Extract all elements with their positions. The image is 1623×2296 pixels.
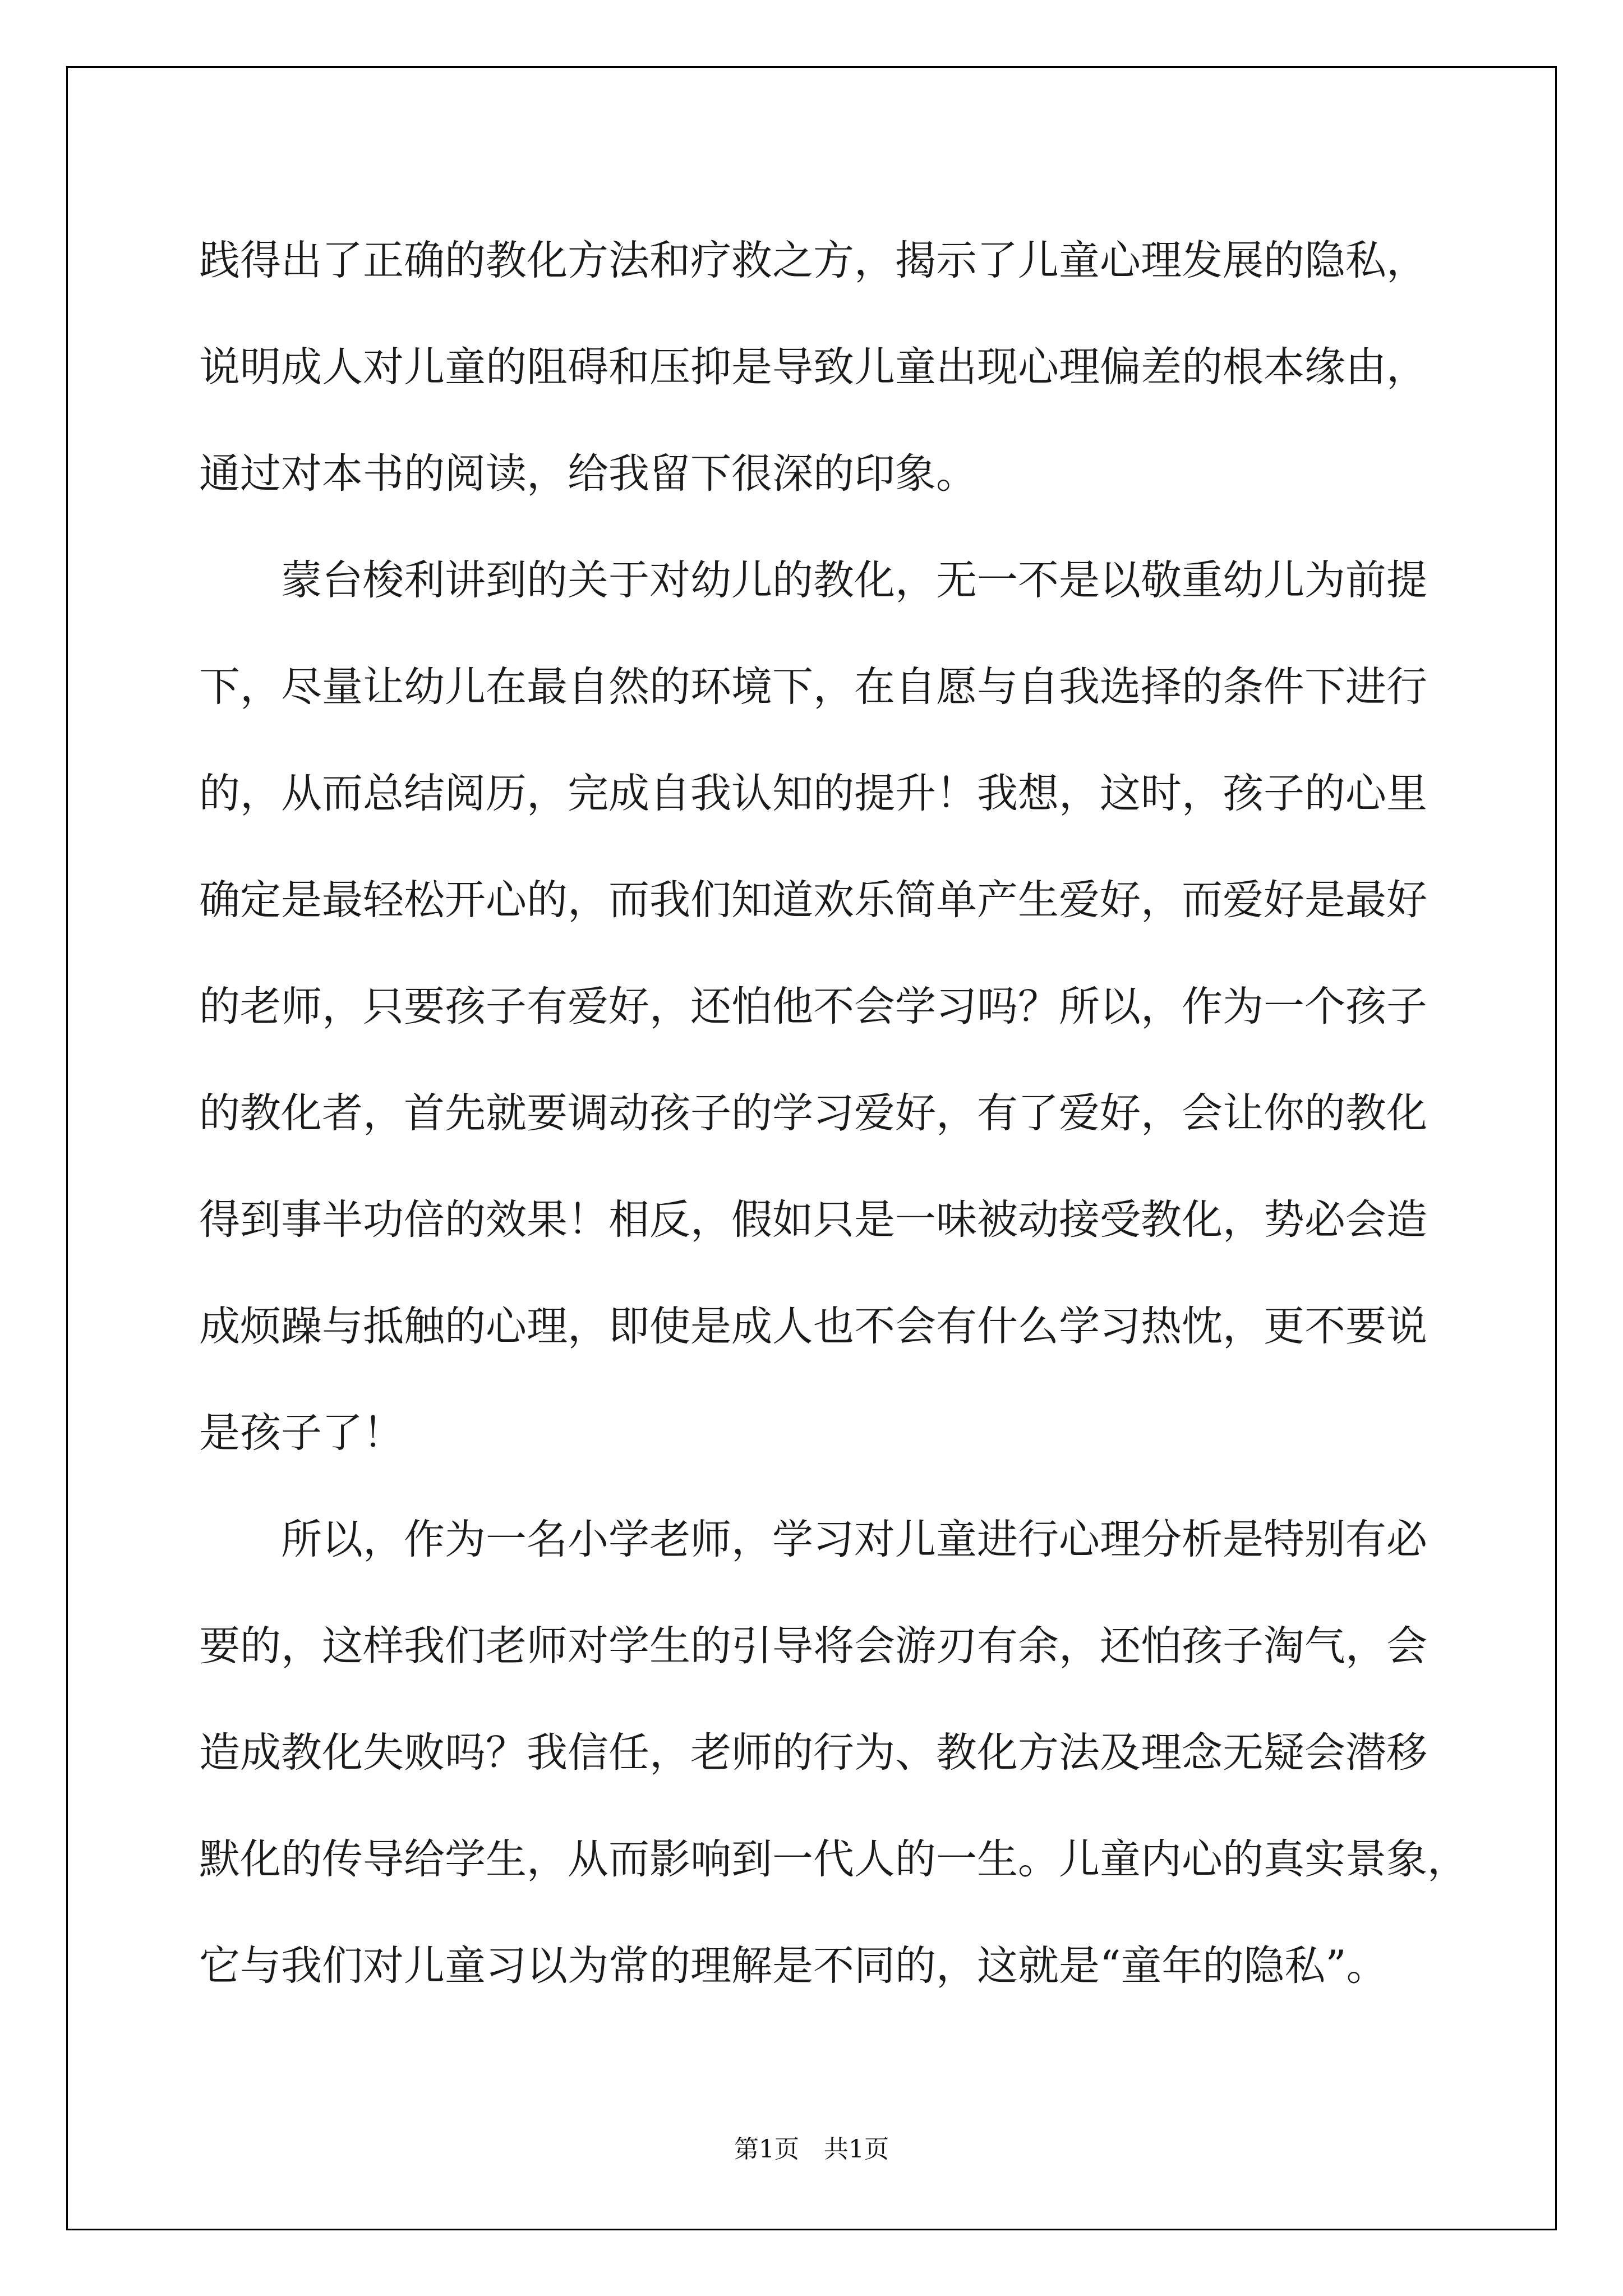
paragraph-line: 所以，作为一名小学老师，学习对儿童进行心理分析是特别有必 (281, 1516, 1427, 1563)
paragraph-line: 下，尽量让幼儿在最自然的环境下，在自愿与自我选择的条件下进行 (199, 663, 1427, 711)
document-body (199, 208, 1468, 2019)
page-number-label: 第1页 共1页 (734, 2135, 889, 2164)
paragraph-line: 蒙台梭利讲到的关于对幼儿的教化，无一不是以敬重幼儿为前提 (281, 556, 1427, 604)
paragraph-line: 的教化者，首先就要调动孩子的学习爱好，有了爱好，会让你的教化 (199, 1089, 1427, 1137)
paragraph-line: 践得出了正确的教化方法和疗救之方，揭示了儿童心理发展的隐私， (199, 237, 1427, 284)
paragraph-line: 造成教化失败吗？我信任，老师的行为、教化方法及理念无疑会潜移 (199, 1729, 1427, 1777)
paragraph-line: 的老师，只要孩子有爱好，还怕他不会学习吗？所以，作为一个孩子 (199, 983, 1427, 1030)
paragraph-line: 说明成人对儿童的阻碍和压抑是导致儿童出现心理偏差的根本缘由， (199, 343, 1427, 391)
paragraph-line: 成烦躁与抵触的心理，即使是成人也不会有什么学习热忱，更不要说 (199, 1303, 1427, 1350)
page-footer (0, 2129, 1623, 2165)
paragraph-line: 它与我们对儿童习以为常的理解是不同的，这就是“童年的隐私”。 (199, 1942, 1387, 1990)
paragraph-line: 要的，这样我们老师对学生的引导将会游刃有余，还怕孩子淘气，会 (199, 1622, 1427, 1670)
paragraph-line: 的，从而总结阅历，完成自我认知的提升！我想，这时，孩子的心里 (199, 770, 1427, 817)
paragraph-line: 默化的传导给学生，从而影响到一代人的一生。儿童内心的真实景象， (199, 1835, 1468, 1883)
paragraph-line: 通过对本书的阅读，给我留下很深的印象。 (199, 450, 977, 498)
paragraph-line: 确定是最轻松开心的，而我们知道欢乐简单产生爱好，而爱好是最好 (199, 876, 1427, 924)
paragraph-line: 是孩子了！ (199, 1409, 404, 1457)
paragraph-line: 得到事半功倍的效果！相反，假如只是一味被动接受教化，势必会造 (199, 1196, 1427, 1244)
